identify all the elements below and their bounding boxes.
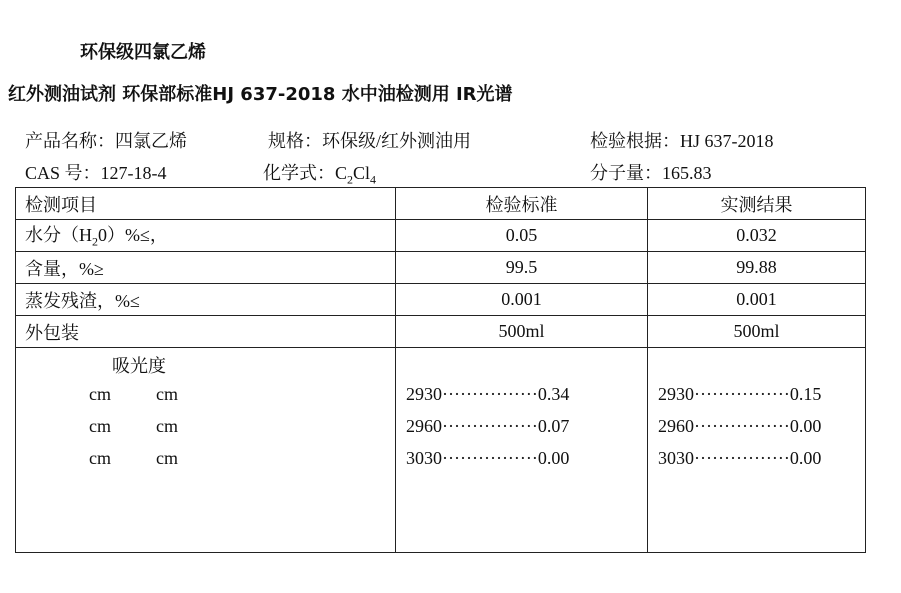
document-subtitle: 红外测油试剂 环保部标准HJ 637-2018 水中油检测用 IR光谱 — [8, 84, 513, 105]
product-name: 产品名称：四氯乙烯 — [25, 131, 187, 151]
unit-label: cm — [89, 384, 111, 404]
absorbance-standard-cell — [396, 348, 648, 553]
unit-label: cm — [156, 448, 178, 468]
formula-cl: Cl — [353, 163, 371, 183]
row-standard: 0.05 — [396, 220, 648, 252]
molecular-weight: 分子量：165.83 — [590, 163, 712, 183]
cas-number: CAS 号：127-18-4 — [25, 163, 167, 183]
absorbance-result-value: 2930················0.15 — [658, 384, 822, 404]
absorbance-row — [16, 348, 866, 553]
unit-label: cm — [89, 448, 111, 468]
chemical-formula — [263, 159, 376, 188]
header-standard: 检验标准 — [396, 188, 648, 220]
table-row — [16, 316, 866, 348]
formula-subscript-c: 2 — [347, 172, 354, 187]
document-title: 环保级四氯乙烯 — [80, 42, 206, 63]
row-standard: 500ml — [396, 316, 648, 348]
table-row — [16, 284, 866, 316]
unit-label: cm — [89, 416, 111, 436]
table-row — [16, 252, 866, 284]
row-item: 外包装 — [16, 316, 396, 348]
row-result: 99.88 — [648, 252, 866, 284]
row-result: 0.001 — [648, 284, 866, 316]
absorbance-standard-value: 3030················0.00 — [406, 448, 570, 468]
unit-label: cm — [156, 416, 178, 436]
header-item: 检测项目 — [16, 188, 396, 220]
row-item: 蒸发残渣，%≤ — [16, 284, 396, 316]
absorbance-item-cell — [16, 348, 396, 553]
absorbance-standard-value: 2960················0.07 — [406, 416, 570, 436]
absorbance-standard-value: 2930················0.34 — [406, 384, 570, 404]
row-item: 含量，%≥ — [16, 252, 396, 284]
absorbance-label: 吸光度 — [112, 356, 166, 376]
unit-label: cm — [156, 384, 178, 404]
row-result: 0.032 — [648, 220, 866, 252]
row-standard: 0.001 — [396, 284, 648, 316]
inspection-basis: 检验根据：HJ 637-2018 — [590, 131, 774, 151]
row-item-water — [16, 220, 396, 252]
table-header-row — [16, 188, 866, 220]
absorbance-result-value: 2960················0.00 — [658, 416, 822, 436]
table-row — [16, 220, 866, 252]
water-label-sub: 2 — [92, 234, 98, 249]
formula-prefix: 化学式：C — [263, 163, 348, 183]
row-standard: 99.5 — [396, 252, 648, 284]
water-label-post: 0）%≤， — [98, 225, 168, 246]
specification-table — [15, 187, 866, 553]
row-result: 500ml — [648, 316, 866, 348]
product-spec: 规格：环保级/红外测油用 — [268, 131, 471, 151]
formula-subscript-cl: 4 — [370, 172, 377, 187]
absorbance-result-cell — [648, 348, 866, 553]
absorbance-result-value: 3030················0.00 — [658, 448, 822, 468]
header-result: 实测结果 — [648, 188, 866, 220]
water-label-pre: 水分（H — [25, 225, 92, 246]
